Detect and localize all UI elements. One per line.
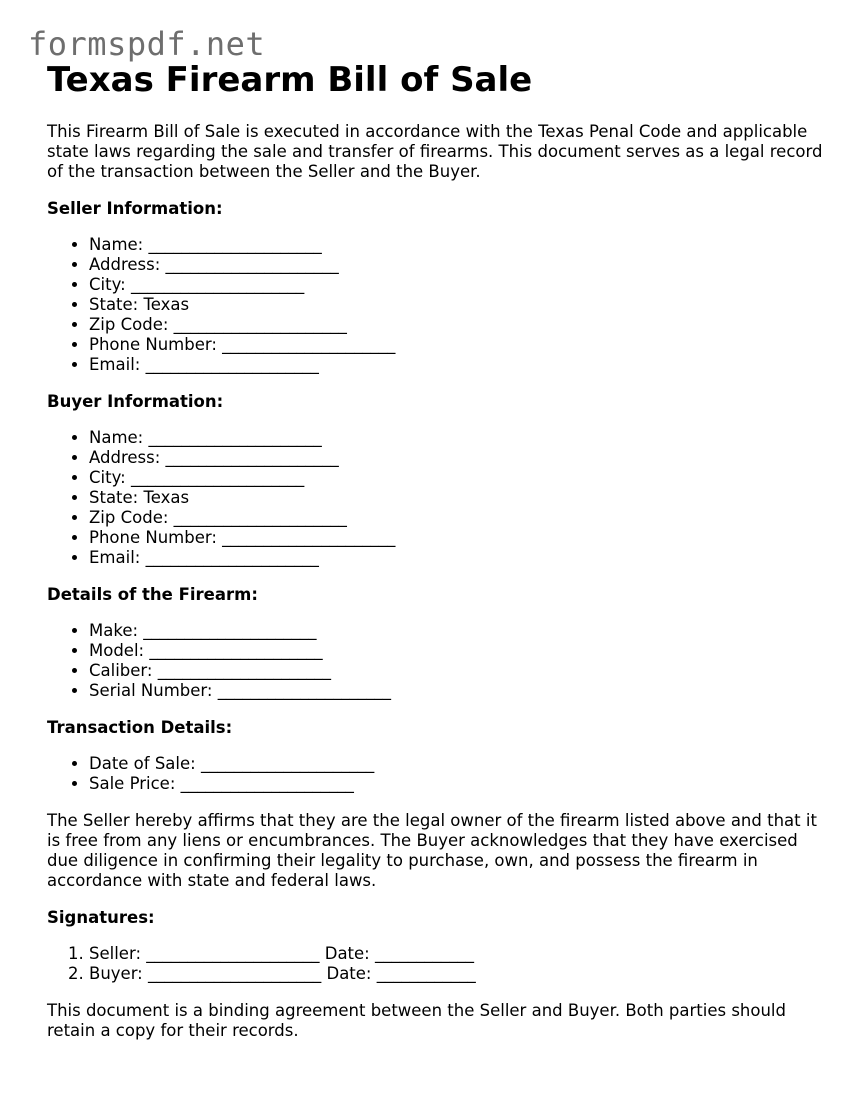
firearm-list [47,621,827,701]
seller-email-field[interactable]: • Email: _____________________ [89,355,827,375]
firearm-heading: Details of the Firearm: [47,585,258,604]
seller-heading: Seller Information: [47,199,223,218]
buyer-phone-field[interactable]: • Phone Number: _____________________ [89,528,827,548]
buyer-name-field[interactable]: • Name: _____________________ [89,428,827,448]
affirmation-paragraph: The Seller hereby affirms that they are the legal owner of the firearm listed above and that it is free from any liens or encumbrances. The Buyer acknowledges that they have exercised due diligence in confirming their legality to purchase, own, and possess the firearm in accordance with state and federal laws. [47,811,817,890]
buyer-city-field[interactable]: • City: _____________________ [89,468,827,488]
signatures-heading: Signatures: [47,908,155,927]
seller-address-field[interactable]: • Address: _____________________ [89,255,827,275]
buyer-state-field: • State: Texas [89,488,827,508]
sale-date-field[interactable]: • Date of Sale: _____________________ [89,754,827,774]
seller-list [47,235,827,375]
buyer-list [47,428,827,568]
seller-city-field[interactable]: • City: _____________________ [89,275,827,295]
buyer-email-field[interactable]: • Email: _____________________ [89,548,827,568]
closing-paragraph: This document is a binding agreement between the Seller and Buyer. Both parties should retain a copy for their records. [47,1001,786,1040]
buyer-heading: Buyer Information: [47,392,224,411]
seller-state-field: • State: Texas [89,295,827,315]
signatures-list [47,944,827,984]
firearm-make-field[interactable]: • Make: _____________________ [89,621,827,641]
page-title: Texas Firearm Bill of Sale [47,60,533,100]
transaction-list [47,754,827,794]
seller-signature-field[interactable]: 1. Seller: _____________________ Date: ____________ [89,944,827,964]
buyer-address-field[interactable]: • Address: _____________________ [89,448,827,468]
intro-paragraph: This Firearm Bill of Sale is executed in accordance with the Texas Penal Code and applicable state laws regarding the sale and transfer of firearms. This document serves as a legal record of the transaction between the Seller and the Buyer. [47,122,823,181]
buyer-signature-field[interactable]: 2. Buyer: _____________________ Date: ____________ [89,964,827,984]
watermark: formspdf.net [28,25,266,63]
transaction-heading: Transaction Details: [47,718,233,737]
firearm-caliber-field[interactable]: • Caliber: _____________________ [89,661,827,681]
document [47,58,827,1041]
buyer-zip-field[interactable]: • Zip Code: _____________________ [89,508,827,528]
firearm-serial-field[interactable]: • Serial Number: _____________________ [89,681,827,701]
seller-name-field[interactable]: • Name: _____________________ [89,235,827,255]
sale-price-field[interactable]: • Sale Price: _____________________ [89,774,827,794]
seller-phone-field[interactable]: • Phone Number: _____________________ [89,335,827,355]
seller-zip-field[interactable]: • Zip Code: _____________________ [89,315,827,335]
firearm-model-field[interactable]: • Model: _____________________ [89,641,827,661]
